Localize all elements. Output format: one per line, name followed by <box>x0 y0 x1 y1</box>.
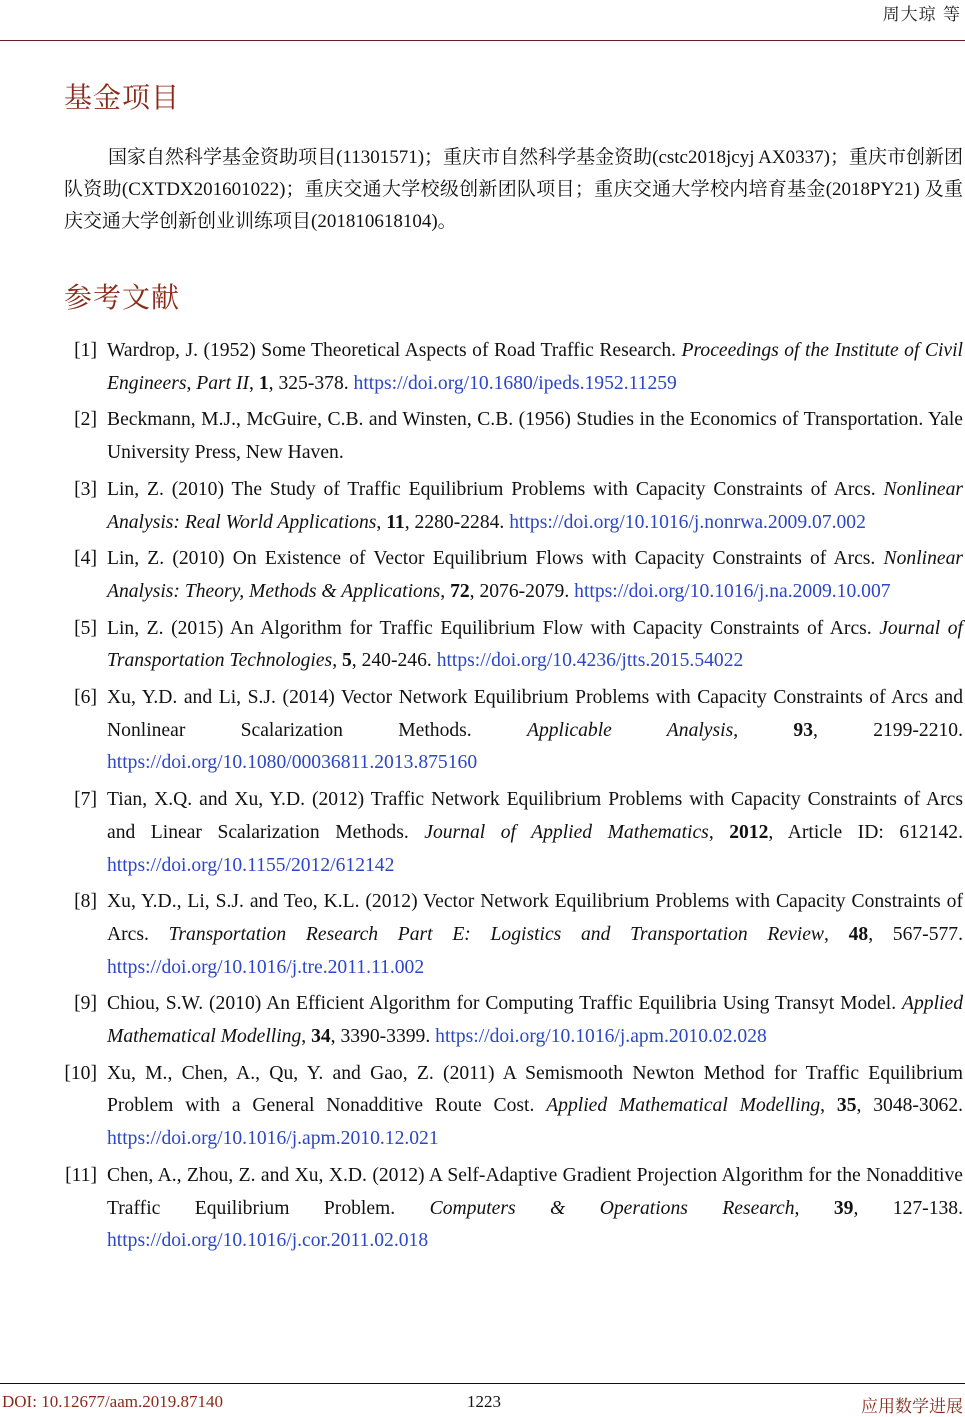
reference-volume: 72 <box>450 580 470 602</box>
reference-item <box>64 404 963 469</box>
reference-item <box>64 1058 963 1156</box>
reference-label: [6] <box>74 687 97 709</box>
reference-doi-link[interactable]: https://doi.org/10.1016/j.nonrwa.2009.07.002 <box>509 511 866 533</box>
reference-label: [3] <box>74 478 97 500</box>
reference-text: , 567-577. <box>868 923 963 945</box>
reference-source: Applicable Analysis <box>526 719 734 741</box>
journal-name: 应用数学进展 <box>861 1397 963 1417</box>
reference-source: Proceedings of the Institute of Civil Engineers <box>107 340 963 394</box>
reference-doi-link[interactable]: https://doi.org/10.1016/j.apm.2010.02.028 <box>435 1026 767 1048</box>
reference-text: , 3048-3062. <box>856 1095 964 1117</box>
reference-text: Lin, Z. (2015) An Algorithm for Traffic Equilibrium Flow with Capacity Constraints of Arcs. <box>107 617 880 639</box>
page-number: 1223 <box>467 1392 501 1411</box>
reference-volume: 34 <box>311 1026 331 1048</box>
header-divider <box>0 40 965 41</box>
reference-item <box>64 988 963 1053</box>
reference-volume: 93 <box>793 719 813 741</box>
reference-doi-link[interactable]: https://doi.org/10.1016/j.apm.2010.12.021 <box>107 1128 439 1150</box>
reference-item <box>64 1160 963 1258</box>
reference-label: [8] <box>74 891 97 913</box>
reference-label: [1] <box>74 340 97 361</box>
reference-volume: 2012 <box>729 821 769 843</box>
reference-text: , <box>733 719 794 741</box>
funding-heading: 基金项目 <box>64 81 181 114</box>
reference-source: Part II <box>196 372 250 394</box>
reference-text: , <box>186 372 197 394</box>
reference-item <box>64 474 963 539</box>
reference-volume: 48 <box>848 923 869 945</box>
reference-text: , <box>332 650 342 672</box>
reference-text: Xu, Y.D. and Li, S.J. (2014) Vector Network Equilibrium Problems with Capacity Constraints of Arcs and Nonlinear Scalarization Methods. <box>107 687 963 741</box>
reference-volume: 39 <box>833 1197 854 1219</box>
reference-volume: 11 <box>386 511 405 533</box>
reference-label: [9] <box>74 993 97 1015</box>
running-header-author: 周大琼 等 <box>882 5 961 25</box>
reference-text: Beckmann, M.J., McGuire, C.B. and Winsten, C.B. (1956) Studies in the Economics of Transportation. Yale University Press, New Haven. <box>107 409 963 464</box>
reference-item <box>64 886 963 984</box>
reference-doi-link[interactable]: https://doi.org/10.1155/2012/612142 <box>107 854 395 876</box>
reference-item <box>64 682 963 780</box>
reference-volume: 5 <box>341 650 352 672</box>
reference-doi-link[interactable]: https://doi.org/10.1016/j.na.2009.10.007 <box>574 580 891 602</box>
reference-doi-link[interactable]: https://doi.org/10.1080/00036811.2013.875160 <box>107 752 478 774</box>
reference-label: [10] <box>64 1062 97 1084</box>
reference-source: Transportation Research Part E: Logistics and Transportation Review <box>168 923 824 945</box>
reference-text: , 2199-2210. <box>813 719 963 741</box>
reference-volume: 1 <box>258 372 269 394</box>
reference-volume: 35 <box>836 1095 857 1117</box>
reference-text: , <box>820 1095 837 1117</box>
reference-source: Applied Mathematical Modelling <box>546 1095 821 1117</box>
reference-text: , 240-246. <box>351 650 437 672</box>
reference-text: , <box>823 923 849 945</box>
reference-list <box>64 335 963 1262</box>
reference-source: Journal of Transportation Technologies <box>107 617 963 672</box>
reference-text: , 2280-2284. <box>404 511 510 533</box>
reference-text: , 3390-3399. <box>330 1026 436 1048</box>
reference-item <box>64 784 963 882</box>
reference-item <box>64 335 963 400</box>
reference-text: , <box>301 1026 312 1048</box>
reference-text: , 127-138. <box>853 1197 963 1219</box>
reference-text: Tian, X.Q. and Xu, Y.D. (2012) Traffic Network Equilibrium Problems with Capacity Constraints of Arcs and Linear Scalarization Methods. <box>107 789 963 843</box>
footer-doi-link[interactable]: DOI: 10.12677/aam.2019.87140 <box>2 1392 223 1411</box>
reference-text: Wardrop, J. (1952) Some Theoretical Aspects of Road Traffic Research. <box>107 340 682 361</box>
reference-doi-link[interactable]: https://doi.org/10.1680/ipeds.1952.11259 <box>353 372 677 394</box>
reference-text: , 325-378. <box>268 372 354 394</box>
reference-item <box>64 613 963 678</box>
reference-doi-link[interactable]: https://doi.org/10.1016/j.cor.2011.02.018 <box>107 1230 429 1252</box>
reference-label: [7] <box>74 789 97 811</box>
reference-label: [5] <box>74 617 97 639</box>
reference-text: , <box>794 1197 834 1219</box>
reference-text: Chen, A., Zhou, Z. and Xu, X.D. (2012) A Self-Adaptive Gradient Projection Algorithm for the Nonadditive Traffic Equilibrium Problem. <box>107 1164 963 1219</box>
reference-source: Nonlinear Analysis: Real World Applications <box>107 478 963 533</box>
reference-text: Xu, Y.D., Li, S.J. and Teo, K.L. (2012) Vector Network Equilibrium Problems with Capacity Constraints of Arcs. <box>107 891 963 945</box>
funding-paragraph: 国家自然科学基金资助项目(11301571)；重庆市自然科学基金资助(cstc2018jcyj AX0337)；重庆市创新团队资助(CXTDX201601022)；重庆交通大学校级创新团队项目；重庆交通大学校内培育基金(2018PY21) 及重庆交通大学创新创业训练项目(201810618104)。 <box>64 147 963 232</box>
reference-text: Lin, Z. (2010) The Study of Traffic Equilibrium Problems with Capacity Constraints of Arcs. <box>107 478 884 500</box>
reference-label: [2] <box>74 409 97 431</box>
reference-text: , Article ID: 612142. <box>768 821 963 843</box>
reference-item <box>64 543 963 608</box>
references-heading: 参考文献 <box>64 281 181 314</box>
reference-text: , 2076-2079. <box>469 580 575 602</box>
footer-divider <box>0 1383 965 1384</box>
reference-source: Computers & Operations Research <box>429 1197 795 1219</box>
reference-source: Nonlinear Analysis: Theory, Methods & Applications <box>107 548 963 602</box>
reference-doi-link[interactable]: https://doi.org/10.1016/j.tre.2011.11.002 <box>107 956 425 978</box>
reference-text: , <box>708 821 730 843</box>
reference-text: , <box>440 580 451 602</box>
reference-source: Journal of Applied Mathematics <box>424 821 709 843</box>
reference-text: Chiou, S.W. (2010) An Efficient Algorithm for Computing Traffic Equilibria Using Transyt Model. <box>107 993 903 1015</box>
reference-text: , <box>249 372 259 394</box>
reference-text: Lin, Z. (2010) On Existence of Vector Equilibrium Flows with Capacity Constraints of Arcs. <box>107 548 884 570</box>
reference-source: Applied Mathematical Modelling <box>107 993 963 1048</box>
reference-label: [11] <box>65 1164 97 1186</box>
reference-text: Xu, M., Chen, A., Qu, Y. and Gao, Z. (2011) A Semismooth Newton Method for Traffic Equilibrium Problem with a General Nonadditive Route Cost. <box>107 1062 963 1117</box>
reference-text: , <box>376 511 387 533</box>
reference-doi-link[interactable]: https://doi.org/10.4236/jtts.2015.54022 <box>436 650 744 672</box>
reference-label: [4] <box>74 548 97 570</box>
